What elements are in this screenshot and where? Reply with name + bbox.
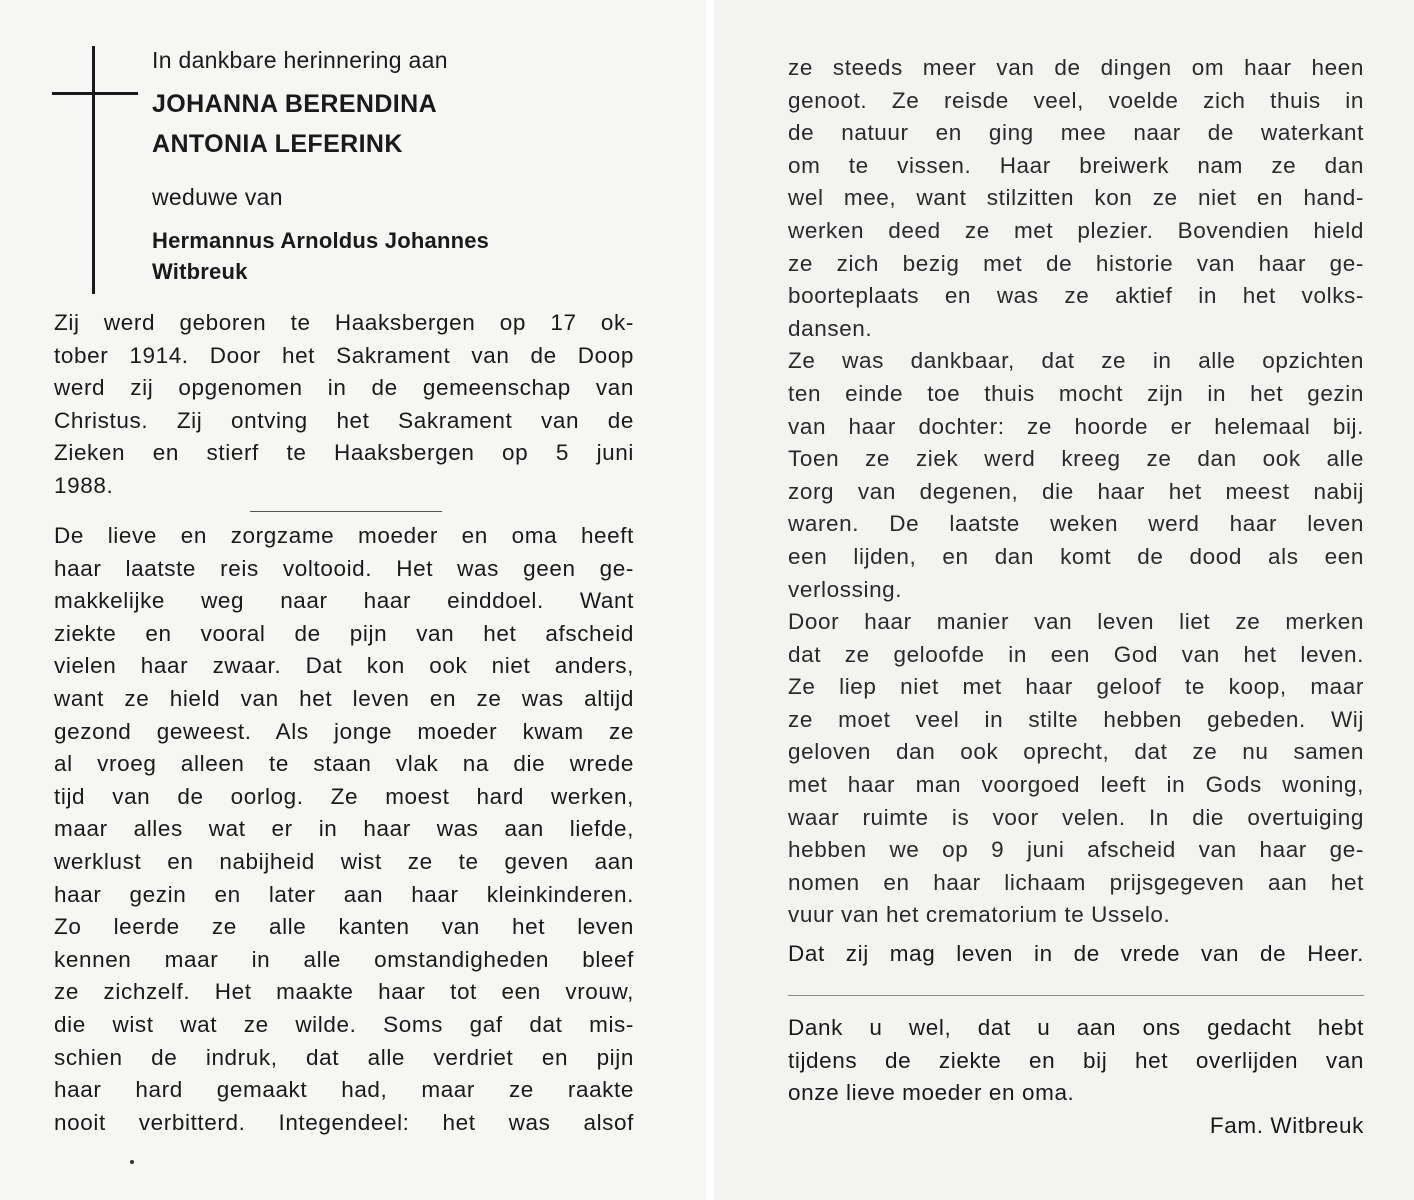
text-line: gezond geweest. Als jonge moeder kwam ze xyxy=(54,718,634,744)
text-line: De lieve en zorgzame moeder en oma heeft xyxy=(54,523,634,548)
text-line: om te vissen. Haar breiwerk nam ze dan xyxy=(788,152,1364,178)
text-line: tijdens de ziekte en bij het overlijden van xyxy=(788,1047,1364,1073)
text-line: genoot. Ze reisde veel, voelde zich thuis in xyxy=(788,87,1364,113)
text-line: boorteplaats en was ze aktief in het volks- xyxy=(788,283,1364,309)
text-line: Dank u wel, dat u aan ons gedacht hebt xyxy=(788,1015,1364,1040)
divider xyxy=(788,995,1364,996)
text-line: hebben we op 9 juni afscheid van haar ge- xyxy=(788,837,1364,863)
text-line: waren. De laatste weken werd haar leven xyxy=(788,511,1364,537)
text-line: Zij werd geboren te Haaksbergen op 17 ok- xyxy=(54,310,634,335)
text-line: dansen. xyxy=(788,315,873,341)
text-line: 1988. xyxy=(54,472,114,498)
text-line: wel mee, want stilzitten kon ze niet en hand- xyxy=(788,185,1364,211)
text-line: ten einde toe thuis mocht zijn in het gezin xyxy=(788,380,1364,406)
text-line: Toen ze ziek werd kreeg ze dan ook alle xyxy=(788,446,1364,472)
text-line: Ze was dankbaar, dat ze in alle opzichten xyxy=(788,348,1364,374)
text-line: ze moet veel in stilte hebben gebeden. Wij xyxy=(788,706,1364,732)
page-gutter xyxy=(706,0,714,1200)
text-line: Zieken en stierf te Haaksbergen op 5 juni xyxy=(54,440,634,466)
text-line: zorg van degenen, die haar het meest nabij xyxy=(788,478,1364,504)
husband-name-line1: Hermannus Arnoldus Johannes xyxy=(152,228,490,253)
text-line: maar alles wat er in haar was aan liefde, xyxy=(54,816,634,842)
text-line: de natuur en ging mee naar de waterkant xyxy=(788,120,1364,146)
prayer-line xyxy=(788,938,1364,971)
text-line: al vroeg alleen te staan vlak na die wrede xyxy=(54,751,634,777)
text-line: Door haar manier van leven liet ze merken xyxy=(788,609,1364,635)
text-line: want ze hield van het leven en ze was altijd xyxy=(54,685,634,711)
text-line: dat ze geloofde in een God van het leven. xyxy=(788,641,1364,667)
text-line: die wist wat ze wilde. Soms gaf dat mis- xyxy=(54,1011,634,1037)
text-line: van haar dochter: ze hoorde er helemaal bij. xyxy=(788,413,1364,439)
cross-icon-bar xyxy=(52,92,138,95)
text-line: geloven dan ook oprecht, dat ze nu samen xyxy=(788,739,1364,765)
thanks-paragraph xyxy=(788,1012,1364,1142)
text-line: een lijden, en dan komt de dood als een xyxy=(788,543,1364,569)
intro-text: In dankbare herinnering aan xyxy=(152,47,448,73)
text-line: waar ruimte is voor velen. In die overtuiging xyxy=(788,804,1364,830)
text-line: nooit verbitterd. Integendeel: het was alsof xyxy=(54,1109,634,1135)
text-line: Ze liep niet met haar geloof te koop, maar xyxy=(788,674,1364,700)
widow-of-text: weduwe van xyxy=(152,184,283,210)
cross-icon xyxy=(92,46,95,294)
text-line: tijd van de oorlog. Ze moest hard werken, xyxy=(54,783,634,809)
text-line: haar hard gemaakt had, maar ze raakte xyxy=(54,1077,634,1103)
text-line: vielen haar zwaar. Dat kon ook niet anders, xyxy=(54,653,634,679)
ink-dot xyxy=(130,1160,134,1164)
life-paragraph xyxy=(54,520,634,1139)
text-line: kennen maar in alle omstandigheden bleef xyxy=(54,946,634,972)
text-line: ze steeds meer van de dingen om haar heen xyxy=(788,55,1364,80)
divider xyxy=(250,511,442,512)
text-line: haar gezin en later aan haar kleinkinderen. xyxy=(54,881,634,907)
family-signature: Fam. Witbreuk xyxy=(1209,1112,1364,1138)
text-line: schien de indruk, dat alle verdriet en pijn xyxy=(54,1044,634,1070)
text-line: verlossing. xyxy=(788,576,903,602)
text-line: Christus. Zij ontving het Sakrament van de xyxy=(54,407,634,433)
text-line: makkelijke weg naar haar einddoel. Want xyxy=(54,588,634,614)
continued-paragraph xyxy=(788,52,1364,932)
birth-paragraph xyxy=(54,307,634,503)
text-line: onze lieve moeder en oma. xyxy=(788,1080,1075,1106)
text-line: werd zij opgenomen in de gemeenschap van xyxy=(54,375,634,401)
text-line: ze zichzelf. Het maakte haar tot een vrouw, xyxy=(54,979,634,1005)
text-line: Zo leerde ze alle kanten van het leven xyxy=(54,914,634,940)
text-line: nomen en haar lichaam prijsgegeven aan het xyxy=(788,869,1364,895)
text-line: vuur van het crematorium te Usselo. xyxy=(788,902,1171,928)
deceased-name-line2: ANTONIA LEFERINK xyxy=(152,130,403,158)
text-line: werken deed ze met plezier. Bovendien hield xyxy=(788,217,1364,243)
text-line: met haar man voorgoed leeft in Gods woning, xyxy=(788,772,1364,798)
text-line: ziekte en vooral de pijn van het afscheid xyxy=(54,620,634,646)
text-line: haar laatste reis voltooid. Het was geen ge- xyxy=(54,555,634,581)
deceased-name-line1: JOHANNA BERENDINA xyxy=(152,90,438,118)
text-line: tober 1914. Door het Sakrament van de Doop xyxy=(54,342,634,368)
text-line: Dat zij mag leven in de vrede van de Heer. xyxy=(788,941,1364,966)
text-line: ze zich bezig met de historie van haar ge- xyxy=(788,250,1364,276)
text-line: werklust en nabijheid wist ze te geven aan xyxy=(54,848,634,874)
husband-name-line2: Witbreuk xyxy=(152,259,248,284)
